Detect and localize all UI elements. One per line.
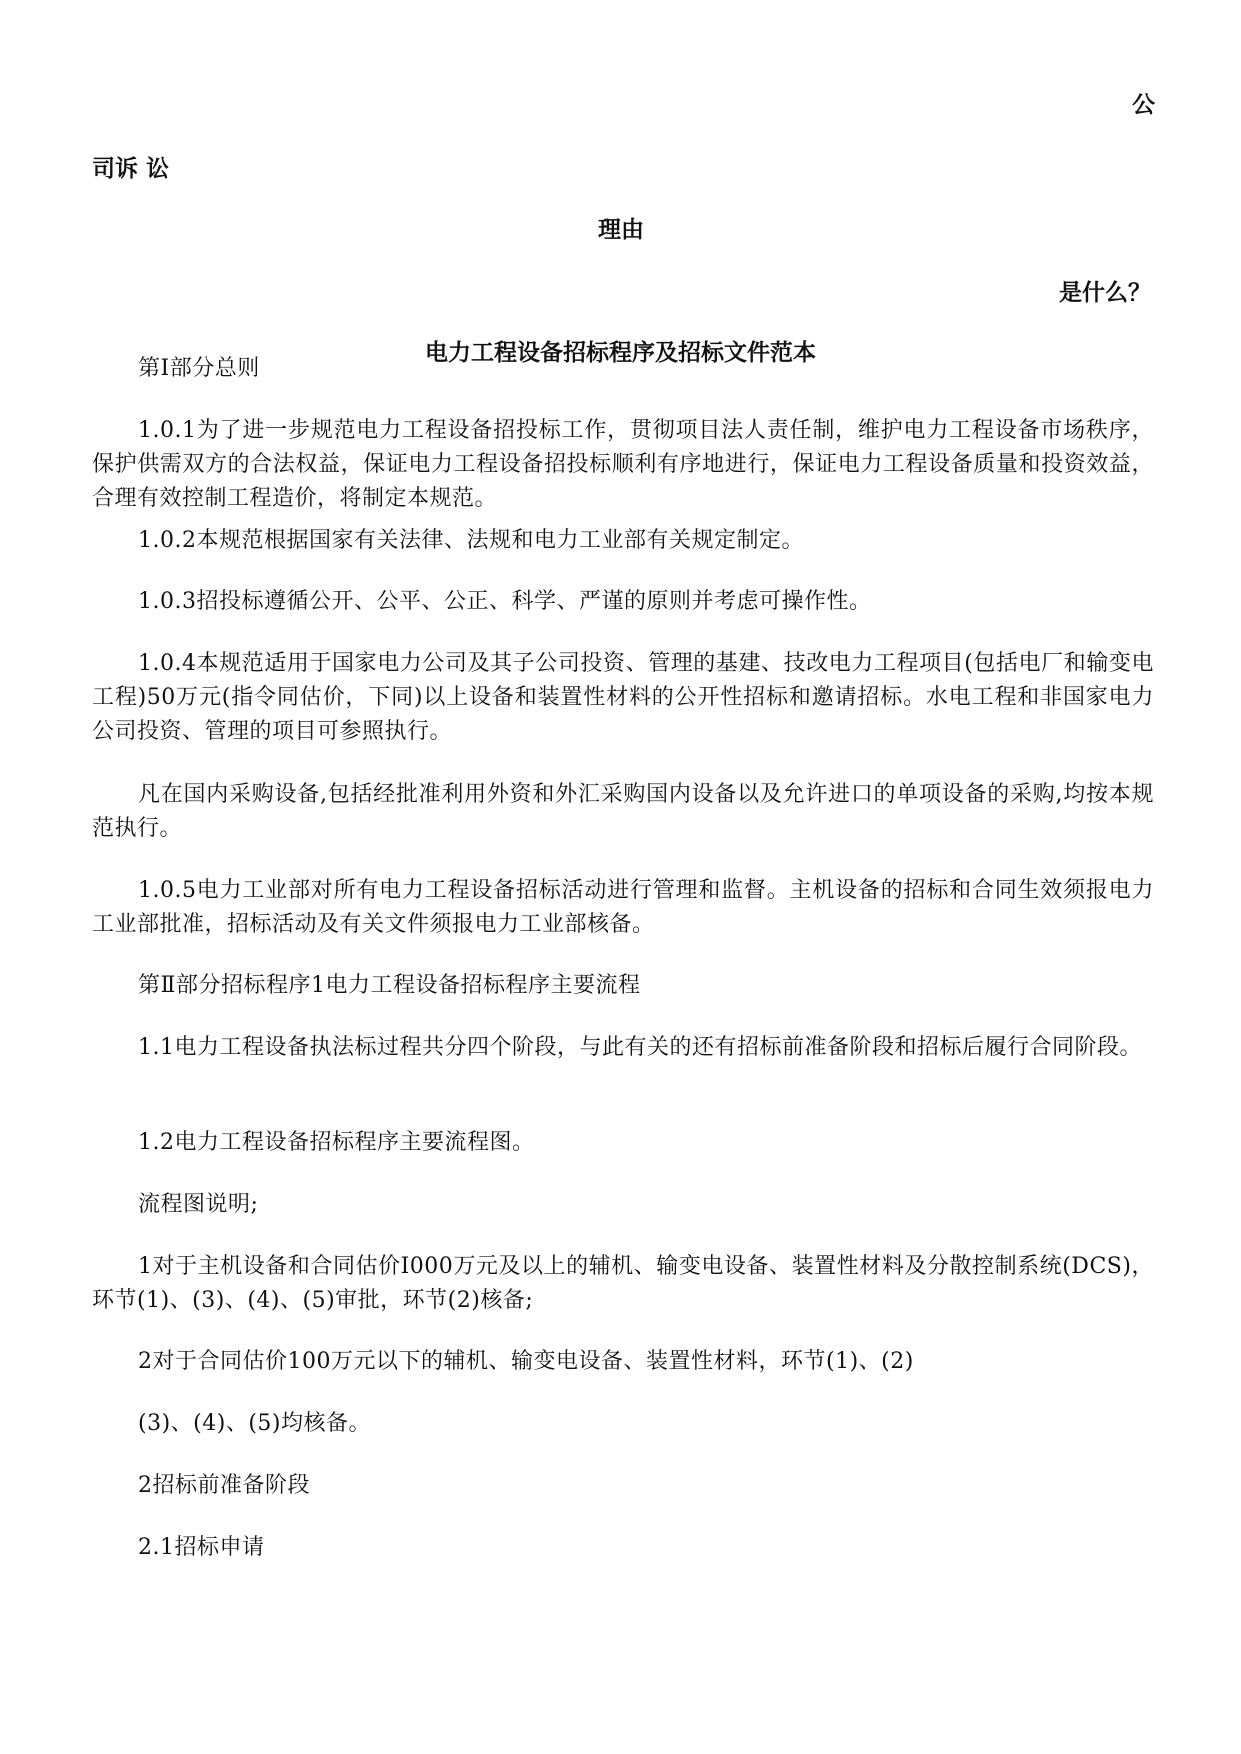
paragraph-note-2: 2对于合同估价100万元以下的辅机、输变电设备、装置性材料，环节(1)、(2) (138, 1349, 914, 1374)
paragraph-domestic-procurement: 凡在国内采购设备,包括经批准利用外资和外汇采购国内设备以及允许进口的单项设备的采购,均按本规范执行。 (92, 782, 1154, 841)
document-title: 电力工程设备招标程序及招标文件范本 (425, 340, 816, 366)
header-fragment-shi-shenme: 是什么？ (1059, 280, 1151, 306)
paragraph-1-0-5: 1.0.5电力工业部对所有电力工程设备招标活动进行管理和监督。主机设备的招标和合同生效须报电力工业部批准，招标活动及有关文件须报电力工业部核备。 (92, 878, 1154, 937)
paragraph-note-1: 1对于主机设备和合同估价I000万元及以上的辅机、输变电设备、装置性材料及分散控制系统(DCS)，环节(1)、(3)、(4)、(5)审批，环节(2)核备; (92, 1254, 1154, 1313)
header-fragment-liyou: 理由 (598, 217, 644, 243)
paragraph-section-1-heading: 第Ⅰ部分总则 (138, 356, 260, 381)
header-fragment-sisu: 司诉 讼 (92, 156, 170, 182)
paragraph-1-1: 1.1电力工程设备执法标过程共分四个阶段，与此有关的还有招标前准备阶段和招标后履行合同阶段。 (138, 1035, 1142, 1060)
paragraph-1-0-1: 1.0.1为了进一步规范电力工程设备招投标工作，贯彻项目法人责任制，维护电力工程设备市场秩序，保护供需双方的合法权益，保证电力工程设备招投标顺利有序地进行，保证电力工程设备质量和投资效益，合理有效控制工程造价，将制定本规范。 (92, 418, 1154, 511)
paragraph-1-2: 1.2电力工程设备招标程序主要流程图。 (138, 1130, 535, 1155)
paragraph-2-1: 2.1招标申请 (138, 1535, 265, 1560)
paragraph-section-2-heading: 第Ⅱ部分招标程序1电力工程设备招标程序主要流程 (138, 973, 641, 998)
paragraph-1-0-2: 1.0.2本规范根据国家有关法律、法规和电力工业部有关规定制定。 (138, 528, 804, 553)
paragraph-1-0-3: 1.0.3招投标遵循公开、公平、公正、科学、严谨的原则并考虑可操作性。 (138, 589, 872, 614)
paragraph-section-2-prep: 2招标前准备阶段 (138, 1473, 310, 1498)
paragraph-note-2-cont: (3)、(4)、(5)均核备。 (138, 1411, 371, 1436)
paragraph-1-0-4: 1.0.4本规范适用于国家电力公司及其子公司投资、管理的基建、技改电力工程项目(包括电厂和输变电工程)50万元(指令同估价，下同)以上设备和装置性材料的公开性招标和邀请招标。水电工程和非国家电力公司投资、管理的项目可参照执行。 (92, 651, 1154, 744)
paragraph-flowchart-note: 流程图说明; (138, 1192, 259, 1217)
header-fragment-gong: 公 (1132, 92, 1155, 118)
